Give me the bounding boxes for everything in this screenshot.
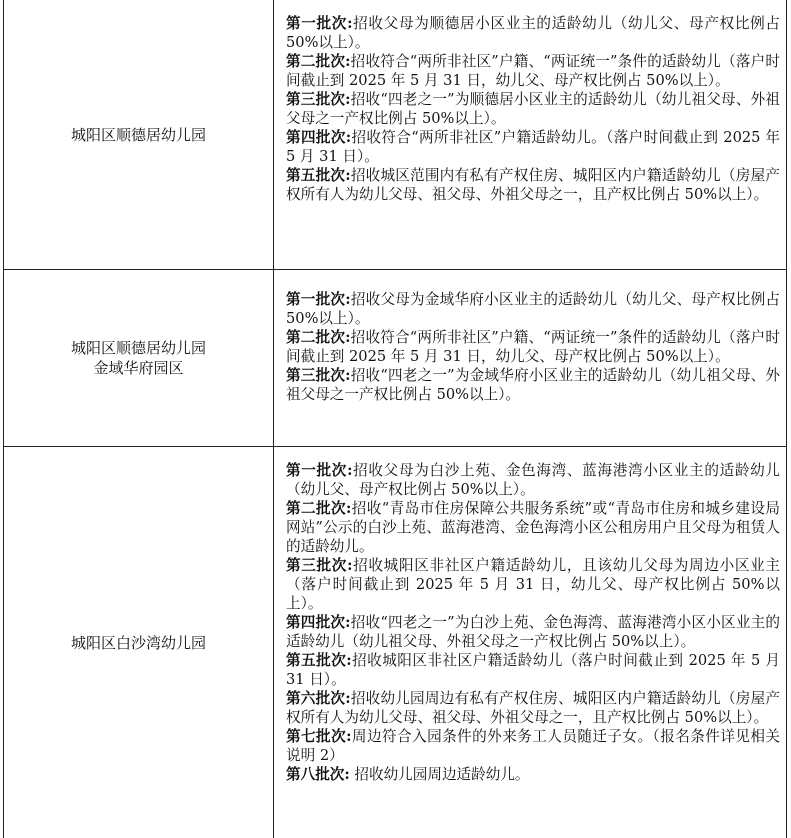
kindergarten-name: 城阳区顺德居幼儿园 (70, 339, 206, 357)
kindergarten-name-cell (4, 270, 274, 446)
table-row (4, 447, 786, 838)
batch-label: 第七批次: (286, 728, 352, 745)
batch-text: 招收“四老之一”为金域华府小区业主的适龄幼儿（幼儿祖父母、外祖父母之一产权比例占 50%以上）。 (286, 367, 780, 403)
batch-text: 招收符合“两所非社区”户籍适龄幼儿。（落户时间截止到 2025 年 5 月 31 日）。 (286, 129, 780, 165)
batch-text: 招收符合“两所非社区”户籍、“两证统一”条件的适龄幼儿（落户时间截止到 2025 年 5 月 31 日，幼儿父、母产权比例占 50%以上）。 (286, 329, 780, 365)
batch-label: 第一批次: (286, 291, 351, 308)
batch-text: 招收幼儿园周边有私有产权住房、城阳区内户籍适龄幼儿（房屋产权所有人为幼儿父母、祖父母、外祖父母之一，且产权比例占 50%以上）。 (286, 690, 780, 726)
batch-item (286, 166, 780, 204)
batch-label: 第八批次: (286, 766, 350, 783)
batch-label: 第五批次: (286, 167, 351, 184)
kindergarten-name-cell (4, 0, 274, 269)
batch-item (286, 328, 780, 366)
batch-label: 第三批次: (286, 367, 351, 384)
batch-label: 第四批次: (286, 614, 351, 631)
batch-text: 招收“青岛市住房保障公共服务系统”或“青岛市住房和城乡建设局网站”公示的白沙上苑、蓝海港湾、金色海湾小区公租房用户且父母为租赁人的适龄幼儿。 (286, 500, 780, 555)
batch-item (286, 52, 780, 90)
batch-text: 招收符合“两所非社区”户籍、“两证统一”条件的适龄幼儿（落户时间截止到 2025 年 5 月 31 日，幼儿父、母产权比例占 50%以上）。 (286, 53, 780, 89)
batch-text: 招收城阳区非社区户籍适龄幼儿（落户时间截止到 2025 年 5 月 31 日）。 (286, 652, 780, 688)
batch-item (286, 128, 780, 166)
batch-label: 第三批次: (286, 91, 351, 108)
kindergarten-name-cell (4, 447, 274, 838)
batch-item (286, 613, 780, 651)
kindergarten-name: 城阳区顺德居幼儿园 (70, 125, 206, 144)
batch-item (286, 14, 780, 52)
batch-label: 第一批次: (286, 15, 353, 32)
batch-item (286, 290, 780, 328)
batch-item (286, 499, 780, 556)
kindergarten-campus: 金域华府园区 (93, 359, 184, 377)
batch-label: 第二批次: (286, 329, 351, 346)
batch-label: 第四批次: (286, 129, 352, 146)
batch-list (274, 270, 786, 446)
batch-text: 招收“四老之一”为顺德居小区业主的适龄幼儿（幼儿祖父母、外祖父母之一产权比例占 50%以上）。 (286, 91, 780, 127)
batch-text: 招收父母为白沙上苑、金色海湾、蓝海港湾小区业主的适龄幼儿（幼儿父、母产权比例占 50%以上）。 (286, 462, 780, 498)
batch-label: 第五批次: (286, 652, 352, 669)
batch-text: 招收父母为顺德居小区业主的适龄幼儿（幼儿父、母产权比例占 50%以上）。 (286, 15, 780, 51)
batch-item (286, 366, 780, 404)
enrollment-table (3, 0, 787, 838)
table-row (4, 0, 786, 270)
batch-text: 招收父母为金域华府小区业主的适龄幼儿（幼儿父、母产权比例占 50%以上）。 (286, 291, 780, 327)
batch-text: 招收“四老之一”为白沙上苑、金色海湾、蓝海港湾小区小区业主的适龄幼儿（幼儿祖父母、外祖父母之一产权比例占 50%以上）。 (286, 614, 780, 650)
batch-text: 周边符合入园条件的外来务工人员随迁子女。（报名条件详见相关说明 2） (286, 728, 780, 764)
batch-text: 招收城区范围内有私有产权住房、城阳区内户籍适龄幼儿（房屋产权所有人为幼儿父母、祖父母、外祖父母之一，且产权比例占 50%以上）。 (286, 167, 780, 203)
batch-item (286, 727, 780, 765)
batch-item (286, 765, 780, 784)
batch-text: 招收城阳区非社区户籍适龄幼儿，且该幼儿父母为周边小区业主（落户时间截止到 2025 年 5 月 31 日，幼儿父、母产权比例占 50%以上）。 (286, 557, 780, 612)
batch-text: 招收幼儿园周边适龄幼儿。 (349, 766, 530, 783)
batch-list (274, 0, 786, 269)
batch-item (286, 90, 780, 128)
batch-label: 第三批次: (286, 557, 353, 574)
batch-label: 第一批次: (286, 462, 353, 479)
batch-list (274, 447, 786, 838)
batch-label: 第六批次: (286, 690, 351, 707)
batch-item (286, 689, 780, 727)
batch-item (286, 556, 780, 613)
batch-item (286, 461, 780, 499)
batch-label: 第二批次: (286, 53, 351, 70)
kindergarten-name: 城阳区白沙湾幼儿园 (70, 633, 206, 652)
batch-item (286, 651, 780, 689)
batch-label: 第二批次: (286, 500, 352, 517)
table-row (4, 270, 786, 447)
